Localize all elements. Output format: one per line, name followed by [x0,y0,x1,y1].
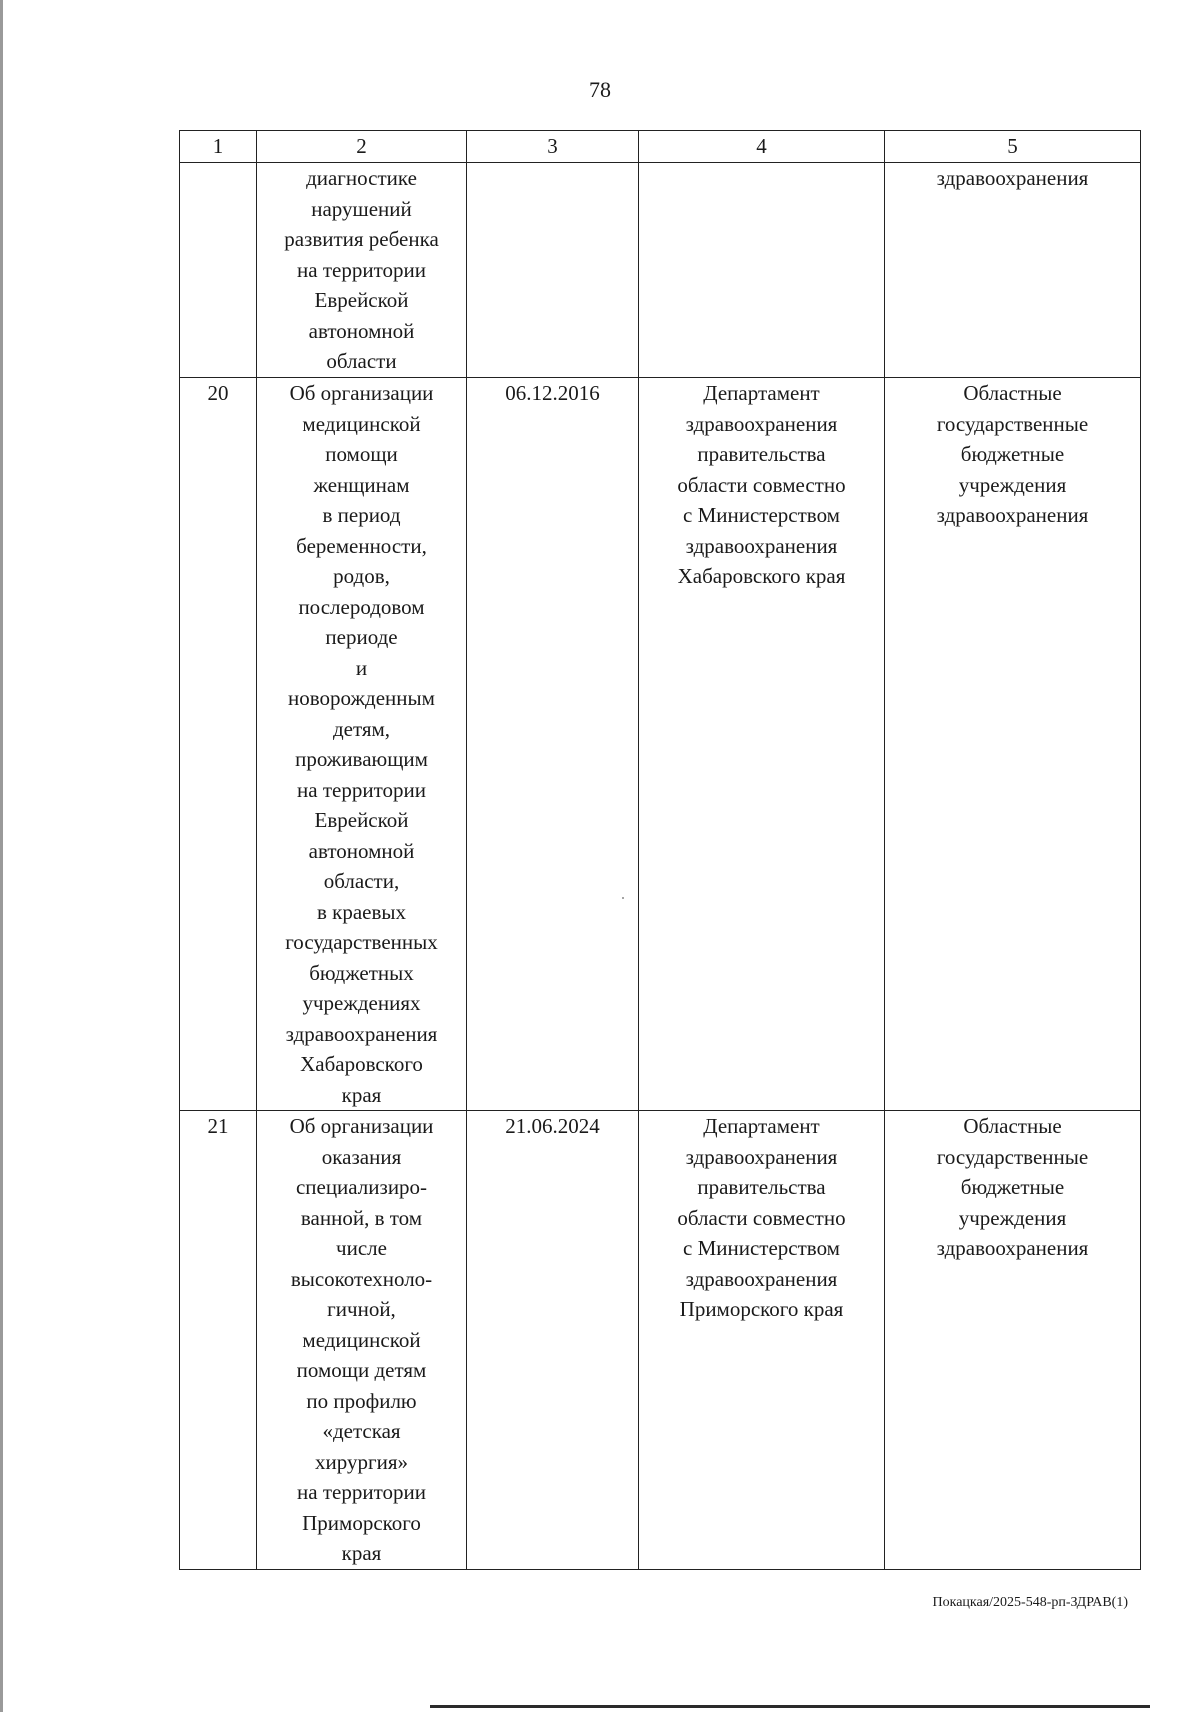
table-row [180,163,1141,378]
column-header: 5 [885,131,1141,163]
column-header: 1 [180,131,257,163]
row-number-cell: 21 [180,1111,257,1570]
participants-cell: Областные государственные бюджетные учреждения здравоохранения [885,378,1141,1111]
date-cell [467,163,639,378]
participants-cell: Областные государственные бюджетные учреждения здравоохранения [885,1111,1141,1570]
date-cell: 06.12.2016 [467,378,639,1111]
row-number-cell [180,163,257,378]
participants-cell: здравоохранения [885,163,1141,378]
footer-document-code: Покацкая/2025-548-рп-ЗДРАВ(1) [932,1595,1128,1610]
date-cell: 21.06.2024 [467,1111,639,1570]
parties-cell: Департамент здравоохранения правительства области совместно с Министерством здравоохранения Хабаровского края [639,378,885,1111]
column-header: 4 [639,131,885,163]
table-header-row [180,131,1141,163]
document-title-cell: диагностике нарушений развития ребенка на территории Еврейской автономной области [257,163,467,378]
document-title-cell: Об организации медицинской помощи женщинам в период беременности, родов, послеродовом периоде и новорожденным детям, проживающим на территории Еврейской автономной области, в краевых государственных бюджетных учреждениях здравоохранения Хабаровского края [257,378,467,1111]
row-number-cell: 20 [180,378,257,1111]
parties-cell: Департамент здравоохранения правительства области совместно с Министерством здравоохранения Приморского края [639,1111,885,1570]
column-header: 3 [467,131,639,163]
column-header: 2 [257,131,467,163]
document-title-cell: Об организации оказания специализиро- ванной, в том числе высокотехноло- гичной, медицинской помощи детям по профилю «детская хирургия» на территории Приморского края [257,1111,467,1570]
table-row [180,1111,1141,1570]
scan-left-edge [0,0,3,1712]
table-row [180,378,1141,1111]
parties-cell [639,163,885,378]
document-table [179,130,1141,1570]
scan-speck [622,897,624,899]
scan-bottom-edge [430,1705,1150,1708]
page-number: 78 [589,77,611,102]
